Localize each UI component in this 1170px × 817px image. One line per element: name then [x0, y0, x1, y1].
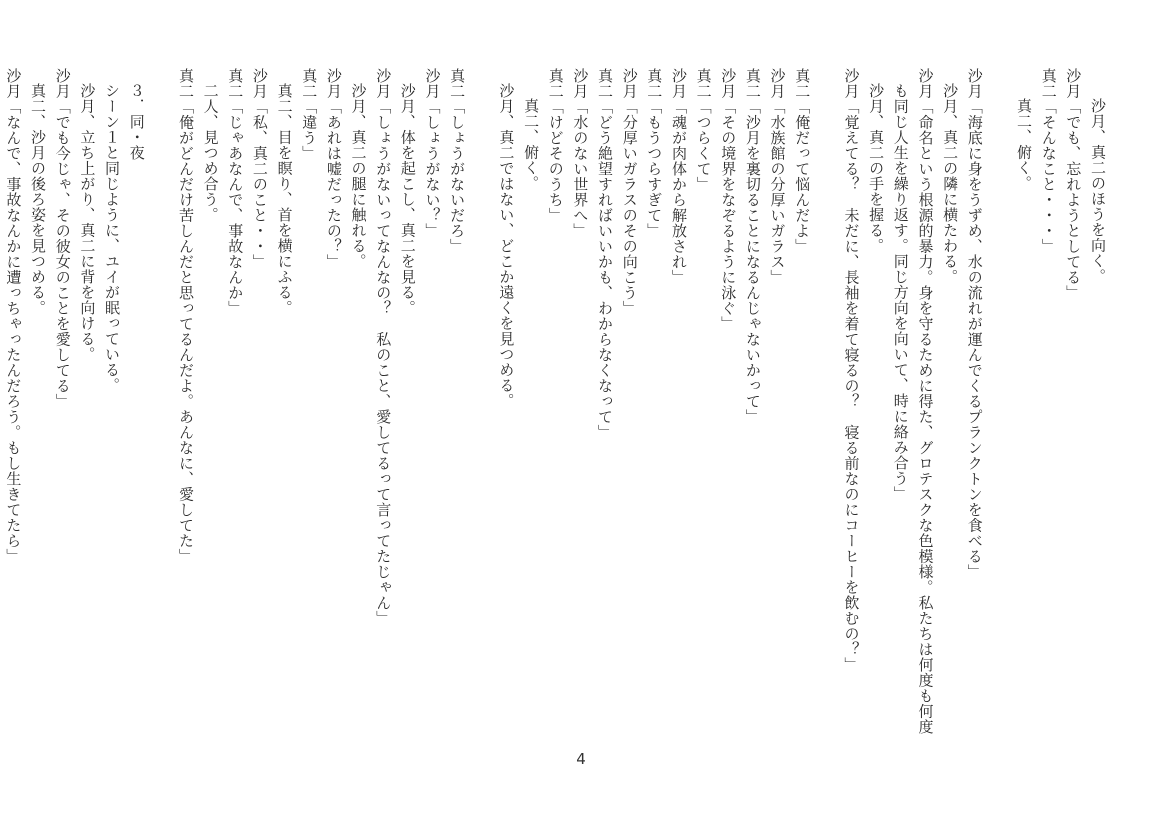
script-line: 沙月、真二の腿に触れる。: [349, 83, 368, 269]
script-line: 沙月「私、真二のこと・・」: [250, 68, 269, 270]
script-line: 沙月「覚えてる？ 未だに、長袖を着て寝るの？ 寝る前なのにコーヒーを飲むの？」: [842, 68, 861, 673]
script-line: 真二、俯く。: [1015, 98, 1033, 191]
script-line: 真二「しょうがないだろ」: [448, 68, 467, 254]
page-number: 4: [576, 750, 586, 768]
script-line: 沙月「しょうがないってなんなの？ 私のこと、愛してるって言ってたじゃん」: [374, 68, 393, 626]
script-line: 沙月「命名という根源的暴力。身を守るために得た、グロテスクな色模様。私たちは何度も何度: [916, 68, 935, 735]
script-line: 真二「けどそのうち」: [546, 68, 565, 223]
script-line: ３．同・夜: [127, 83, 146, 161]
script-line: 沙月、真二の手を握る。: [867, 83, 886, 254]
script-line: 沙月「でも、忘れようとしてる」: [1064, 68, 1083, 301]
script-line: 沙月「でも今じゃ、その彼女のことを愛してる」: [53, 68, 72, 409]
script-line: 沙月「分厚いガラスのその向こう」: [620, 68, 639, 316]
script-line: 真二「どう絶望すればいいかも、わからなくなって」: [596, 68, 614, 440]
script-line: 真二「俺がどんだけ苦しんだと思ってるんだよ。あんなに、愛してた」: [177, 68, 195, 564]
script-line: 沙月「水族館の分厚いガラス」: [768, 68, 787, 285]
script-line: 真二「つらくて」: [694, 68, 713, 192]
script-line: 真二「そんなこと・・・」: [1039, 68, 1058, 254]
script-line: 沙月「なんで、事故なんかに遭っちゃったんだろう。もし生きてたら」: [4, 68, 23, 564]
script-line: 真二、目を瞑り、首を横にふる。: [275, 83, 294, 316]
script-line: 沙月「魂が肉体から解放され」: [670, 68, 688, 285]
script-line: 沙月「しょうがない？」: [423, 68, 442, 239]
script-line: 沙月「水のない世界へ」: [571, 68, 590, 239]
script-line: 真二「沙月を裏切ることになるんじゃないかって」: [743, 68, 762, 425]
script-line: 真二、俯く。: [522, 98, 541, 191]
script-line: 真二、沙月の後ろ姿を見つめる。: [29, 83, 47, 316]
script-line: 二人、見つめ合う。: [201, 83, 220, 223]
script-line: 沙月「その境界をなぞるように泳ぐ」: [719, 68, 738, 332]
script-line: 真二「違う」: [300, 68, 319, 161]
script-line: 沙月、真二ではない、どこか遠くを見つめる。: [497, 83, 516, 409]
script-line: シーン１と同じように、ユイが眠っている。: [103, 83, 121, 393]
script-line: も同じ人生を繰り返す。同じ方向を向いて、時に絡み合う」: [891, 83, 910, 502]
script-line: 真二「じゃあなんで、事故なんか」: [226, 68, 245, 316]
script-line: 沙月「海底に身をうずめ、水の流れが運んでくるプランクトンを食べる」: [965, 68, 984, 580]
script-line: 沙月、真二の隣に横たわる。: [941, 83, 960, 285]
script-line: 真二「俺だって悩んだよ」: [793, 68, 812, 254]
script-line: 沙月、真二のほうを向く。: [1089, 98, 1107, 284]
script-line: 沙月「あれは嘘だったの？」: [324, 68, 343, 270]
script-line: 真二「もうつらすぎて」: [645, 68, 664, 239]
script-line: 沙月、立ち上がり、真二に背を向ける。: [78, 83, 97, 362]
script-line: 沙月、体を起こし、真二を見る。: [398, 83, 417, 316]
